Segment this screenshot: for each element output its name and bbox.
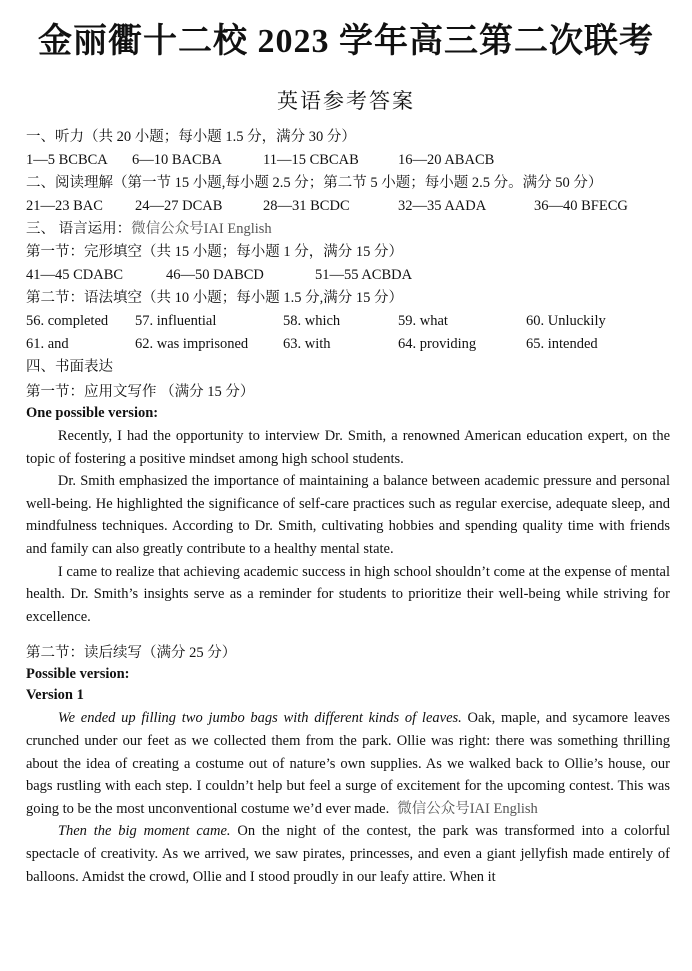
cloze-answers [26,264,670,287]
grammar-answer: 61. and [26,336,69,352]
story-paragraph [26,820,670,888]
document-title: 金丽衢十二校 2023 学年高三第二次联考 [38,23,654,60]
grammar-answer: 58. which [283,313,341,329]
grammar-answer: 60. Unluckily [526,313,606,329]
answer-group: 24—27 DCAB [135,198,223,214]
practical-writing-heading: 第一节：应用文写作 （满分 15 分） [26,384,255,400]
essay-paragraph: Dr. Smith emphasized the importance of maintaining a balance between academic pressure and personal well-being. He highlighted the significance of self-care practices such as regular exercise, adequate sleep, and mindfulness techniques. According to Dr. Smith, cultivating hobbies and spending quality time with friends and family can also greatly contribute to a healthy mental state. [26,473,670,557]
essay-paragraph: Recently, I had the opportunity to interview Dr. Smith, a renowned American education expert, on the topic of fostering a positive mindset among high school students. [26,428,670,467]
language-use-heading [26,218,670,241]
story-body: On the night of the contest, the park was transformed into a colorful spectacle of creativity. As we arrived, we saw pirates, princesses, and even a giant jellyfish made entirely of balloons. Amidst the crowd, Ollie and I stood proudly in our leafy attire. When it [26,823,670,885]
story-body: Oak, maple, and sycamore leaves crunched under our feet as we collected them from the park. Ollie was right: there was something thrilling about the idea of creating a costume out of nature’s own supplies. As we walked back to Ollie’s house, our bags rustling with each step. I couldn’t help but feel a surge of excitement for the upcoming contest. This was going to be the most unconventional costume we’d ever made. [26,710,670,817]
answer-group: 28—31 BCDC [263,198,350,214]
story-opening-sentence: We ended up filling two jumbo bags with different kinds of leaves. [57,710,462,727]
reading-answers [26,195,670,218]
reading-heading: 二、阅读理解（第一节 15 小题,每小题 2.5 分；第二节 5 小题；每小题 2.5 分。满分 50 分） [26,175,603,191]
version-label: One possible version: [26,405,159,421]
grammar-answer: 63. with [283,336,331,352]
possible-version-label: Possible version: [26,666,130,683]
grammar-answer: 64. providing [398,336,477,352]
answer-content [26,126,670,888]
answer-group: 41—45 CDABC [26,267,124,283]
listening-answers [26,149,670,172]
essay-paragraph: I came to realize that achieving academic success in high school shouldn’t come at the expense of mental health. Dr. Smith’s insights serve as a reminder for students to prioritize their well-being while striving for excellence. [26,563,670,625]
answer-group: 46—50 DABCD [166,267,264,283]
grammar-answer: 57. influential [135,313,217,329]
grammar-row [26,333,670,356]
version-number-label: Version 1 [26,687,84,704]
answer-group: 32—35 AADA [398,198,487,214]
answer-group: 16—20 ABACB [398,152,495,168]
grammar-answer: 65. intended [526,336,598,352]
grammar-heading: 第二节：语法填空（共 10 小题；每小题 1.5 分,满分 15 分） [26,290,403,306]
grammar-answer: 56. completed [26,313,109,329]
document-subtitle: 英语参考答案 [277,89,415,113]
grammar-answer: 59. what [398,313,448,329]
answer-group: 1—5 BCBCA [26,152,108,168]
story-paragraph [26,707,670,820]
grammar-row [26,310,670,333]
answer-group: 21—23 BAC [26,198,103,214]
section-title: 三、 语言运用： [26,221,132,237]
listening-heading: 一、听力（共 20 小题；每小题 1.5 分，满分 30 分） [26,129,356,145]
answer-group: 6—10 BACBA [132,152,222,168]
answer-group: 36—40 BFECG [534,198,628,214]
answer-group: 11—15 CBCAB [263,152,359,168]
grammar-answer: 62. was imprisoned [135,336,249,352]
answer-group: 51—55 ACBDA [315,267,413,283]
watermark-text: 微信公众号IAI English [397,800,538,817]
cloze-heading: 第一节：完形填空（共 15 小题；每小题 1 分，满分 15 分） [26,244,403,260]
watermark-text: 微信公众号IAI English [131,221,272,237]
story-opening-sentence: Then the big moment came. [57,823,231,840]
writing-heading: 四、书面表达 [26,359,113,375]
continuation-writing-heading: 第二节：读后续写（满分 25 分） [26,645,237,662]
